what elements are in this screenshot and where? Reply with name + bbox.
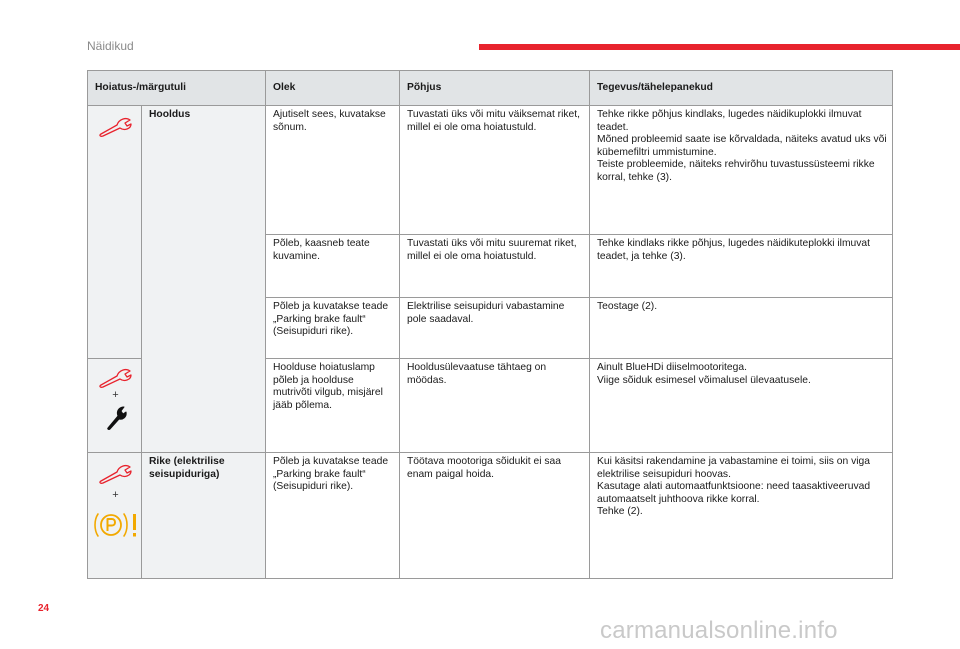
- column-header-action: Tegevus/tähelepanekud: [590, 71, 893, 106]
- action-cell: [590, 235, 893, 298]
- page-number: 24: [38, 603, 50, 614]
- table-row: [88, 453, 893, 579]
- state-cell: Hoolduse hoiatuslamp põleb ja hoolduse mutrivõti vilgub, misjärel jääb põlema.: [266, 359, 400, 453]
- plus-sign: +: [112, 489, 119, 501]
- header-accent-bar: [479, 44, 960, 50]
- state-cell: Põleb, kaasneb teate kuvamine.: [266, 235, 400, 298]
- column-header-light: Hoiatus-/märgutuli: [88, 71, 266, 106]
- column-header-cause: Põhjus: [400, 71, 590, 106]
- warning-lights-table: [87, 70, 893, 579]
- action-line: Tehke (2).: [597, 506, 643, 518]
- wrench-outline-icon: [99, 368, 133, 388]
- column-header-state: Olek: [266, 71, 400, 106]
- action-line: Teiste probleemide, näiteks rehvirõhu tuvastussüsteemi rikke korral, tehke (3).: [597, 159, 875, 183]
- table-row: [88, 106, 893, 235]
- section-title: Näidikud: [87, 39, 134, 53]
- action-line: Teostage (2).: [597, 301, 658, 312]
- action-line: Kasutage alati automaatfunktsioone: need taasaktiveeruvad automaatselt juhthoova rikke korral.: [597, 481, 871, 505]
- watermark: carmanualsonline.info: [600, 617, 838, 644]
- action-cell: [590, 106, 893, 235]
- wrench-outline-icon: [99, 464, 133, 484]
- action-line: Viige sõiduk esimesel võimalusel ülevaatusele.: [597, 374, 811, 386]
- table-header-row: [88, 71, 893, 106]
- maintenance-name: Hooldus: [142, 106, 266, 453]
- maintenance-overdue-icon-cell: [88, 359, 142, 453]
- state-cell: Põleb ja kuvatakse teade „Parking brake fault“ (Seisupiduri rike).: [266, 453, 400, 579]
- action-line: Mõned probleemid saate ise kõrvaldada, näiteks avatud uks või kübemefiltri ummistumine.: [597, 134, 887, 158]
- parking-brake-warning-icon: [93, 510, 139, 540]
- cause-cell: Tuvastati üks või mitu väiksemat riket, millel ei ole oma hoiatustuld.: [400, 106, 590, 235]
- action-line: Ainult BlueHDi diiselmootoritega.: [597, 362, 747, 373]
- wrench-outline-icon: [99, 117, 133, 137]
- action-cell: [590, 298, 893, 359]
- state-cell: Põleb ja kuvatakse teade „Parking brake fault“ (Seisupiduri rike).: [266, 298, 400, 359]
- parking-fault-name: Rike (elektrilise seisupiduriga): [142, 453, 266, 579]
- parking-fault-icon-cell: [88, 453, 142, 579]
- action-cell: [590, 359, 893, 453]
- cause-cell: Tuvastati üks või mitu suuremat riket, millel ei ole oma hoiatustuld.: [400, 235, 590, 298]
- action-cell: [590, 453, 893, 579]
- cause-cell: Hooldusülevaatuse tähtaeg on möödas.: [400, 359, 590, 453]
- cause-cell: Elektrilise seisupiduri vabastamine pole saadaval.: [400, 298, 590, 359]
- wrench-solid-icon: [105, 406, 127, 430]
- plus-sign: +: [112, 389, 119, 401]
- action-line: Tehke rikke põhjus kindlaks, lugedes näidikuplokki ilmuvat teadet.: [597, 109, 862, 133]
- action-line: Kui käsitsi rakendamine ja vabastamine ei toimi, siis on viga elektrilise seisupiduri hoovas.: [597, 456, 870, 480]
- maintenance-icon-cell: [88, 106, 142, 359]
- state-cell: Ajutiselt sees, kuvatakse sõnum.: [266, 106, 400, 235]
- cause-cell: Töötava mootoriga sõidukit ei saa enam paigal hoida.: [400, 453, 590, 579]
- action-line: Tehke kindlaks rikke põhjus, lugedes näidikuteplokki ilmuvat teadet, ja tehke (3).: [597, 238, 871, 262]
